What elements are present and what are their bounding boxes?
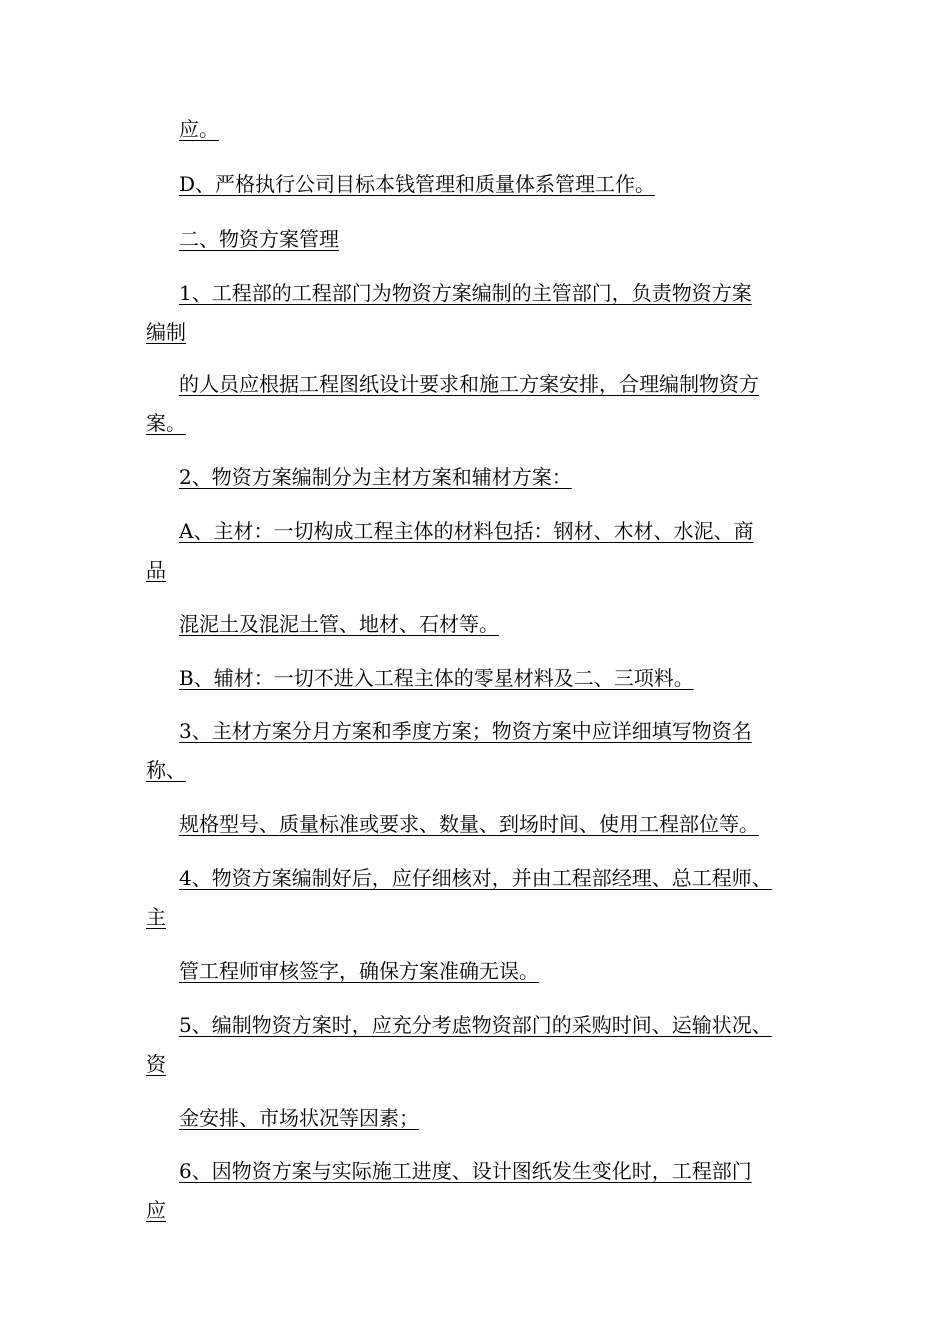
text-line: 称、	[146, 758, 186, 782]
text-line: 3、主材方案分月方案和季度方案；物资方案中应详细填写物资名	[179, 719, 752, 743]
text-line: 1、工程部的工程部门为物资方案编制的主管部门，负责物资方案	[179, 281, 752, 305]
text-line: 编制	[146, 320, 186, 344]
text-line: 资	[146, 1052, 166, 1076]
text-line: B、辅材：一切不进入工程主体的零星材料及二、三项料。	[179, 666, 694, 690]
text-line: 主	[146, 905, 166, 929]
text-line: 金安排、市场状况等因素；	[179, 1106, 419, 1130]
text-line: 应	[146, 1198, 166, 1222]
text-line: A、主材：一切构成工程主体的材料包括：钢材、木材、水泥、商	[179, 519, 754, 543]
text-line: 规格型号、质量标准或要求、数量、到场时间、使用工程部位等。	[179, 812, 759, 836]
text-line: 混泥土及混泥土管、地材、石材等。	[179, 612, 499, 636]
text-line: 6、因物资方案与实际施工进度、设计图纸发生变化时，工程部门	[179, 1159, 752, 1183]
text-line: 管工程师审核签字，确保方案准确无误。	[179, 959, 539, 983]
text-line: 应。	[179, 117, 219, 141]
text-line: 4、物资方案编制好后，应仔细核对，并由工程部经理、总工程师、	[179, 866, 772, 890]
text-line: D、严格执行公司目标本钱管理和质量体系管理工作。	[179, 172, 656, 196]
text-line: 案。	[146, 411, 186, 435]
text-line: 5、编制物资方案时，应充分考虑物资部门的采购时间、运输状况、	[179, 1013, 772, 1037]
text-line: 品	[146, 558, 166, 582]
text-line: 的人员应根据工程图纸设计要求和施工方案安排，合理编制物资方	[179, 372, 759, 396]
section-heading: 二、物资方案管理	[179, 227, 339, 251]
text-line: 2、物资方案编制分为主材方案和辅材方案：	[179, 465, 572, 489]
